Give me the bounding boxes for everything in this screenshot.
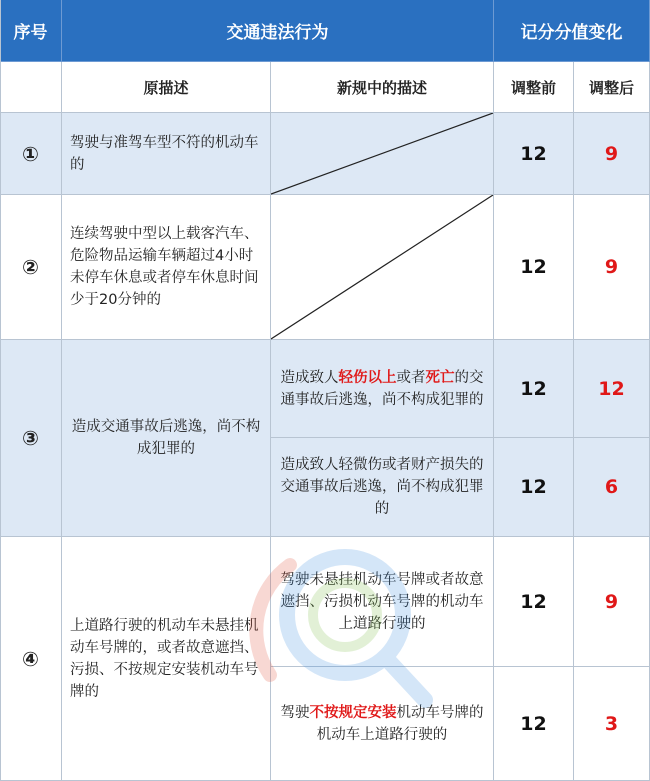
row-2-seq: ② [0, 195, 62, 340]
row-2-original-text: 连续驾驶中型以上载客汽车、危险物品运输车辆超过4小时未停车休息或者停车休息时间少于20分钟的 [70, 226, 259, 308]
subheader-before: 调整前 [494, 62, 574, 113]
row-4-original [62, 537, 271, 781]
row-3-original [62, 340, 271, 537]
row-3a-new-text [279, 367, 485, 411]
row-3a-before: 12 [494, 340, 574, 438]
row-4b-highlight-improper-install: 不按规定安装 [309, 704, 397, 721]
header-seq: 序号 [0, 0, 62, 62]
row-4b-new-part-b: 机动车号牌的机动车上道路行驶的 [316, 704, 484, 743]
row-4a-new [271, 537, 494, 667]
subheader-new: 新规中的描述 [271, 62, 494, 113]
row-4a-before: 12 [494, 537, 574, 667]
row-3a-highlight-death: 死亡 [425, 369, 455, 386]
row-3b-before: 12 [494, 438, 574, 537]
row-4b-after: 3 [574, 667, 650, 781]
row-3a-new [271, 340, 494, 438]
row-1-diagonal-slash [271, 113, 494, 195]
row-4a-after: 9 [574, 537, 650, 667]
subheader-original: 原描述 [62, 62, 271, 113]
row-3b-new [271, 438, 494, 537]
row-4a-new-text: 驾驶未悬挂机动车号牌或者故意遮挡、污损机动车号牌的机动车上道路行驶的 [280, 571, 484, 632]
header-score-change: 记分分值变化 [494, 0, 650, 62]
row-1-after: 9 [574, 113, 650, 195]
row-1-original [62, 113, 271, 195]
row-4b-before: 12 [494, 667, 574, 781]
row-4-original-text: 上道路行驶的机动车未悬挂机动车号牌的，或者故意遮挡、污损、不按规定安装机动车号牌的 [70, 617, 259, 700]
row-1-new-empty [271, 113, 494, 195]
row-2-diagonal-slash [271, 195, 494, 340]
row-1-before: 12 [494, 113, 574, 195]
row-4b-new [271, 667, 494, 781]
header-behavior: 交通违法行为 [62, 0, 494, 62]
row-3-original-text: 造成交通事故后逃逸，尚不构成犯罪的 [71, 419, 261, 457]
row-4b-new-part-a: 驾驶 [280, 704, 310, 721]
subheader-after: 调整后 [574, 62, 650, 113]
row-2-before: 12 [494, 195, 574, 340]
row-3a-new-part-c: 的交通事故后逃逸，尚不构成犯罪的 [280, 369, 484, 408]
subheader-empty [0, 62, 62, 113]
row-1-seq: ① [0, 113, 62, 195]
row-4-seq: ④ [0, 537, 62, 781]
row-4b-new-text [279, 702, 485, 746]
row-3b-after: 6 [574, 438, 650, 537]
row-3a-highlight-minor-injury: 轻伤以上 [338, 369, 397, 386]
row-3a-new-part-a: 造成致人 [280, 369, 339, 386]
row-3a-new-part-b: 或者 [396, 369, 426, 386]
row-3b-new-text: 造成致人轻微伤或者财产损失的交通事故后逃逸，尚不构成犯罪的 [280, 457, 484, 517]
row-3-seq: ③ [0, 340, 62, 537]
row-2-original [62, 195, 271, 340]
row-1-original-text: 驾驶与准驾车型不符的机动车的 [70, 134, 259, 173]
row-2-new-empty [271, 195, 494, 340]
row-3a-after: 12 [574, 340, 650, 438]
row-2-after: 9 [574, 195, 650, 340]
